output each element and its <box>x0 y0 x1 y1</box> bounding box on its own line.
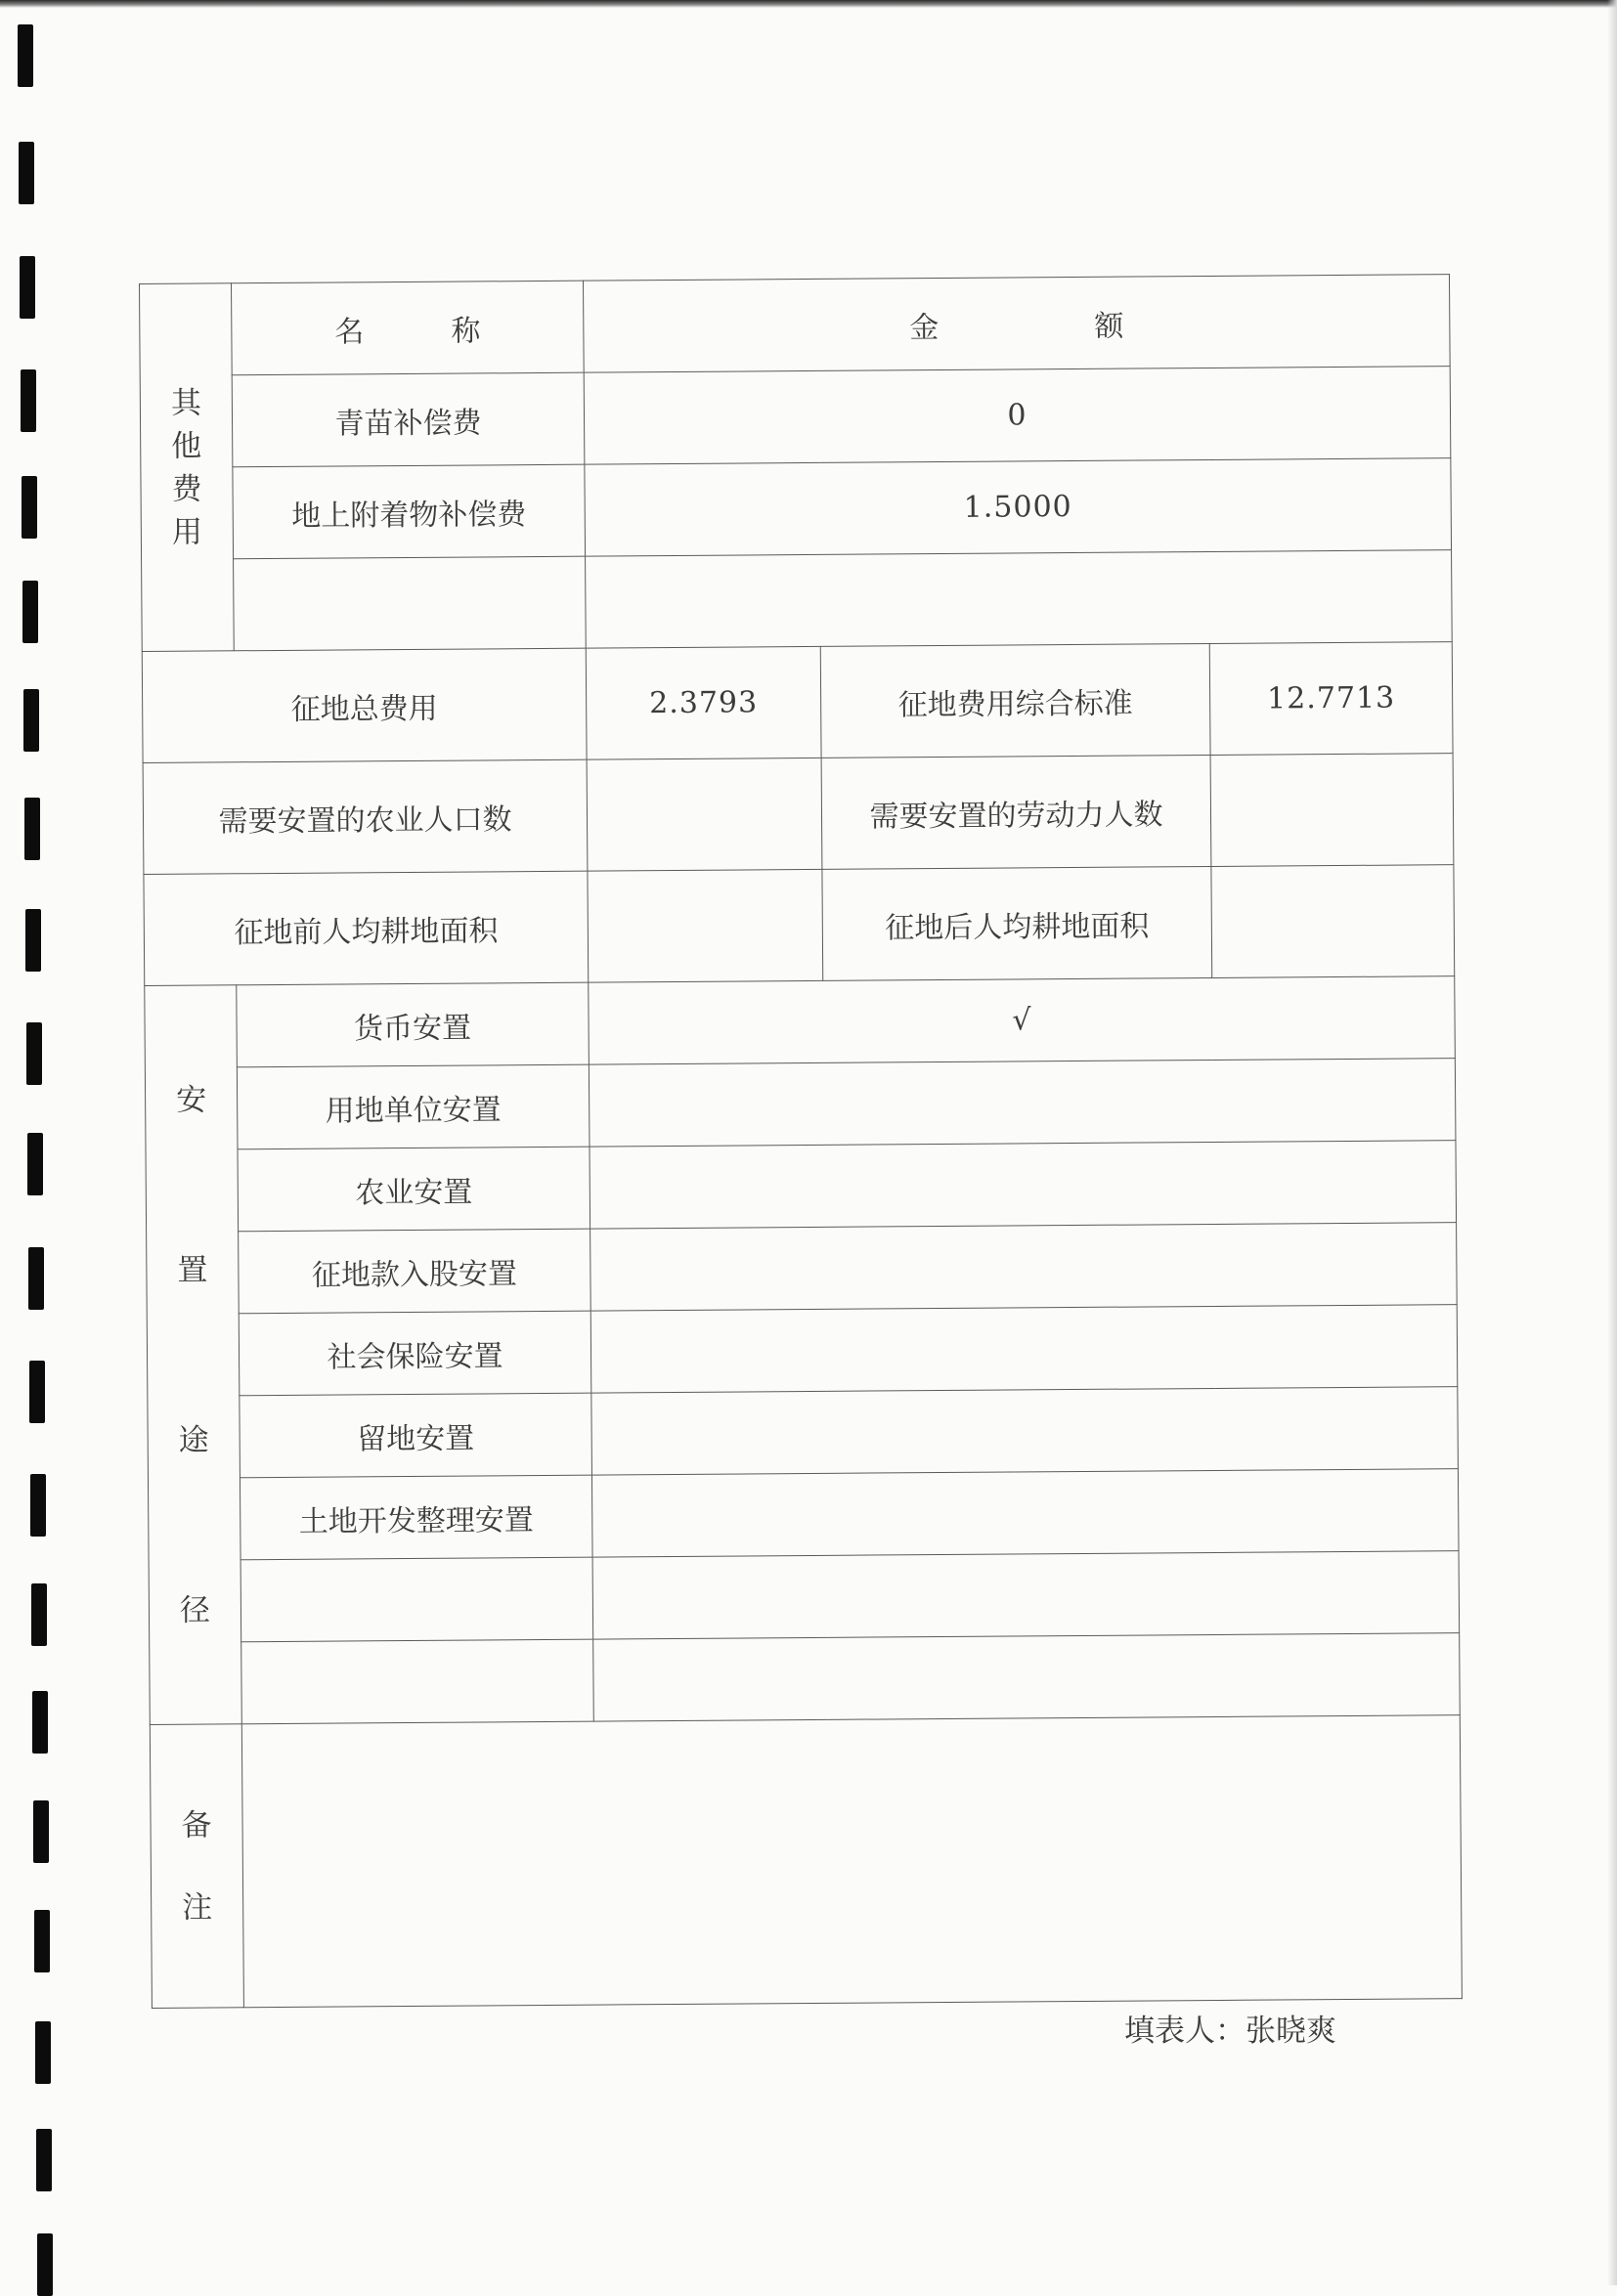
binding-hole <box>24 798 40 860</box>
agri-population-value <box>587 758 822 871</box>
remarks-label-char: 备 <box>181 1806 212 1843</box>
resettlement-method <box>240 1557 593 1642</box>
binding-hole <box>37 2233 53 2296</box>
binding-hole <box>25 909 41 972</box>
binding-hole <box>20 256 35 319</box>
standard-label: 征地费用综合标准 <box>820 643 1210 758</box>
resettlement-mark <box>593 1633 1461 1721</box>
fee-name-cell: 地上附着物补偿费 <box>233 464 586 559</box>
fee-row <box>140 367 1451 468</box>
standard-value: 12.7713 <box>1209 642 1453 756</box>
resettlement-section-label <box>145 985 242 1725</box>
fee-name-cell: 青苗补偿费 <box>232 372 585 467</box>
farmland-after-value <box>1211 865 1455 978</box>
resettlement-row <box>147 1305 1458 1397</box>
header-amount-char: 金 <box>909 310 940 345</box>
farmland-before-label: 征地前人均耕地面积 <box>144 871 589 985</box>
resettlement-row <box>147 1223 1458 1315</box>
resettlement-row <box>145 1059 1456 1150</box>
resettlement-method: 土地开发整理安置 <box>240 1475 592 1560</box>
farmland-after-label: 征地后人均耕地面积 <box>822 866 1212 980</box>
binding-hole <box>31 1583 47 1646</box>
binding-hole <box>19 142 34 204</box>
summary-row-population <box>143 754 1454 875</box>
resettlement-mark <box>591 1387 1459 1475</box>
remarks-label-char: 注 <box>182 1888 213 1926</box>
resettlement-row <box>145 976 1456 1068</box>
binding-hole <box>27 1133 43 1195</box>
binding-hole <box>22 581 38 643</box>
header-name-char: 称 <box>451 313 481 349</box>
total-fee-value: 2.3793 <box>586 646 821 759</box>
form-filler: 填表人：张晓爽 <box>1124 2014 1336 2049</box>
header-name <box>232 281 585 375</box>
binding-hole <box>35 2021 51 2084</box>
resettlement-mark: √ <box>589 976 1456 1064</box>
binding-hole <box>33 1800 49 1863</box>
other-fees-label-text: 其他费用 <box>170 385 202 550</box>
resettlement-label-char: 径 <box>179 1592 211 1628</box>
binding-hole <box>32 1691 48 1754</box>
remarks-content <box>241 1715 1462 2008</box>
remarks-label-text <box>179 1803 215 1928</box>
header-amount-char: 额 <box>1094 309 1124 344</box>
labor-count-value <box>1210 754 1454 867</box>
land-acquisition-form <box>139 274 1462 2014</box>
binding-hole <box>18 24 33 87</box>
fee-table <box>139 274 1463 2009</box>
resettlement-row <box>146 1141 1457 1233</box>
resettlement-method: 留地安置 <box>240 1393 592 1478</box>
scan-right-edge <box>1607 0 1617 2285</box>
resettlement-label-text <box>173 1078 212 1631</box>
binding-hole <box>30 1474 46 1537</box>
resettlement-label-char: 安 <box>175 1082 207 1118</box>
header-amount <box>583 275 1450 372</box>
resettlement-row <box>149 1551 1460 1643</box>
resettlement-mark <box>592 1551 1460 1639</box>
resettlement-mark <box>591 1469 1459 1557</box>
binding-hole <box>34 1910 50 1972</box>
summary-row-total <box>142 642 1453 763</box>
resettlement-label-char: 途 <box>178 1422 209 1458</box>
header-name-char: 名 <box>334 314 365 350</box>
resettlement-method: 农业安置 <box>238 1147 590 1232</box>
binding-holes <box>0 0 78 2285</box>
fee-row <box>142 550 1453 652</box>
fee-amount-cell <box>586 550 1453 648</box>
resettlement-mark <box>590 1223 1458 1311</box>
resettlement-mark <box>590 1141 1457 1229</box>
remarks-row <box>150 1715 1462 2009</box>
scan-top-edge <box>0 0 1617 8</box>
resettlement-mark <box>589 1059 1456 1147</box>
fee-name-cell <box>234 556 587 651</box>
resettlement-method: 社会保险安置 <box>239 1311 591 1396</box>
fee-amount-cell: 1.5000 <box>585 458 1452 556</box>
resettlement-label-char: 置 <box>177 1252 208 1288</box>
binding-hole <box>26 1022 42 1085</box>
labor-count-label: 需要安置的劳动力人数 <box>821 755 1211 869</box>
binding-hole <box>28 1247 44 1310</box>
resettlement-row <box>150 1633 1461 1725</box>
resettlement-method <box>241 1639 594 1724</box>
binding-hole <box>21 369 36 432</box>
binding-hole <box>36 2129 52 2191</box>
resettlement-method: 货币安置 <box>237 982 590 1067</box>
fee-row <box>141 458 1452 560</box>
resettlement-row <box>148 1469 1459 1561</box>
resettlement-method: 征地款入股安置 <box>239 1229 591 1314</box>
resettlement-mark <box>590 1305 1458 1393</box>
resettlement-row <box>148 1387 1459 1479</box>
binding-hole <box>29 1361 45 1423</box>
binding-hole <box>23 689 39 752</box>
resettlement-method: 用地单位安置 <box>237 1064 590 1149</box>
summary-row-farmland <box>144 865 1455 986</box>
remarks-label <box>150 1724 243 2009</box>
fee-amount-cell: 0 <box>584 367 1451 464</box>
other-fees-section-label <box>140 283 235 652</box>
agri-population-label: 需要安置的农业人口数 <box>143 759 588 874</box>
farmland-before-value <box>588 869 823 982</box>
total-fee-label: 征地总费用 <box>142 648 587 762</box>
binding-hole <box>22 476 37 539</box>
other-fees-header-row <box>140 275 1451 376</box>
